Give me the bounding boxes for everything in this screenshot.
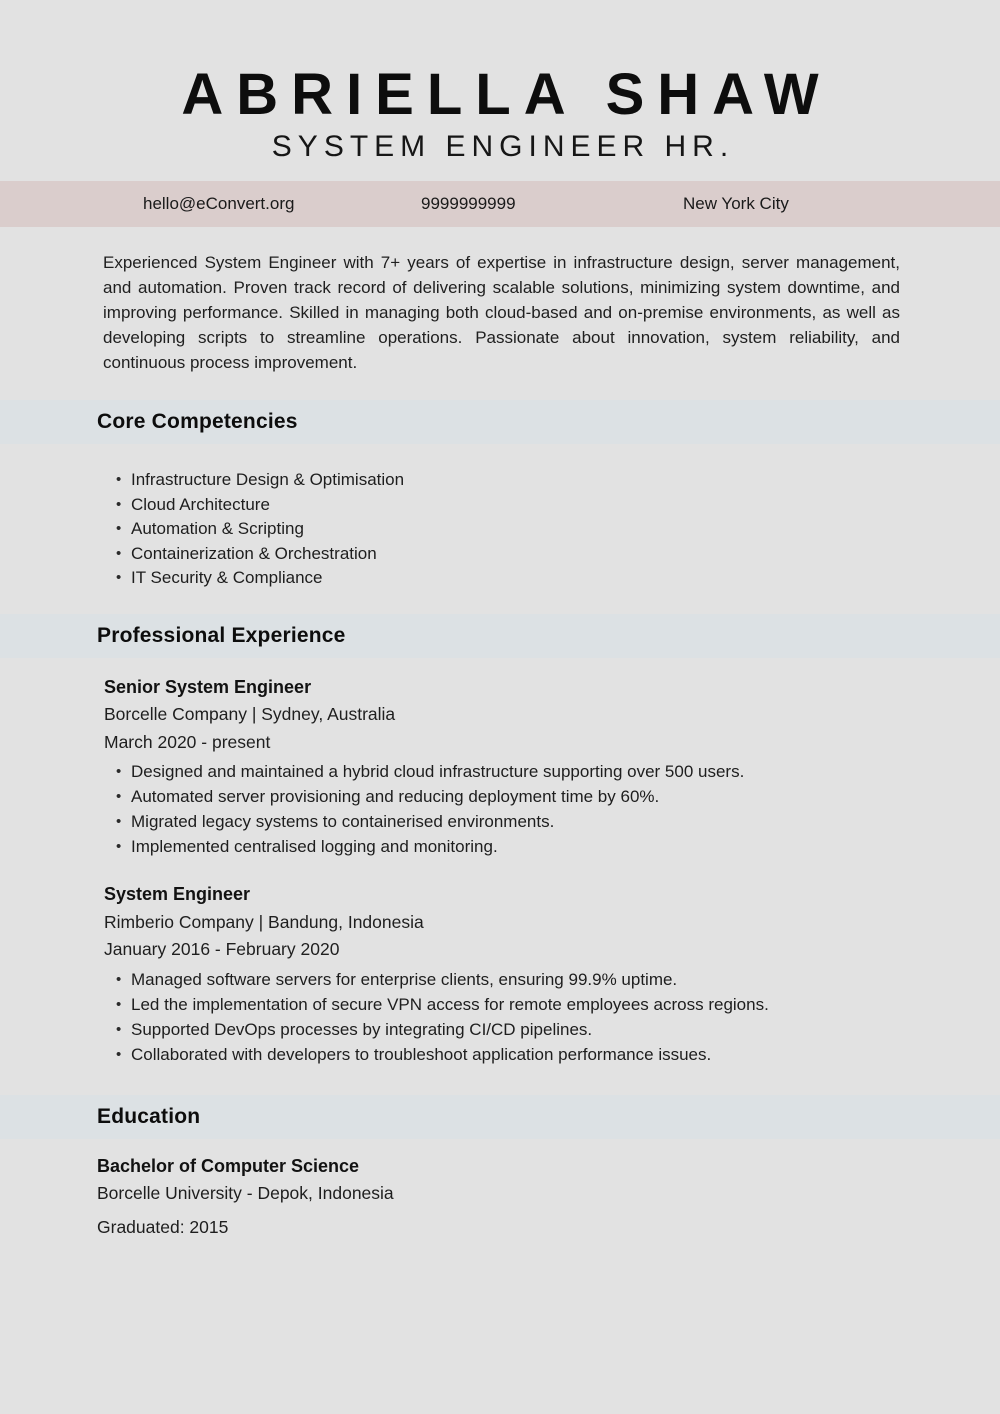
job-title: System Engineer — [104, 884, 251, 905]
job-bullet-list — [104, 759, 1000, 859]
summary-paragraph: Experienced System Engineer with 7+ years of expertise in infrastructure design, server management, and automation. Proven track record of delivering scalable solutions, minimizing system downtime, and improving performance. Skilled in managing both cloud-based and on-premise environments, as well as developing scripts to streamline operations. Passionate about innovation, system reliability, and continuous process improvement. — [103, 253, 900, 372]
education-graduated: Graduated: 2015 — [97, 1216, 229, 1237]
job-bullet: • Implemented centralised logging and monitoring. — [131, 834, 1000, 859]
job-entry-senior-system-engineer — [0, 674, 1000, 860]
job-bullet: • Collaborated with developers to troubleshoot application performance issues. — [131, 1042, 1000, 1067]
competency-item: • Automation & Scripting — [131, 517, 1000, 542]
contact-location: New York City — [683, 194, 789, 213]
section-band-experience — [0, 614, 1000, 658]
contact-bar — [0, 181, 1000, 227]
job-entry-system-engineer — [0, 881, 1000, 1067]
contact-phone: 9999999999 — [421, 194, 516, 213]
contact-email: hello@eConvert.org — [143, 194, 295, 213]
person-job-title: SYSTEM ENGINEER HR. — [271, 130, 735, 163]
section-band-competencies — [0, 400, 1000, 444]
job-bullet: • Automated server provisioning and reducing deployment time by 60%. — [131, 784, 1000, 809]
job-bullet-list — [104, 967, 1000, 1067]
job-title: Senior System Engineer — [104, 676, 312, 697]
competencies-list — [0, 468, 1000, 591]
job-bullet: • Led the implementation of secure VPN access for remote employees across regions. — [131, 992, 1000, 1017]
education-degree: Bachelor of Computer Science — [97, 1155, 360, 1176]
job-bullet: • Managed software servers for enterprise clients, ensuring 99.9% uptime. — [131, 967, 1000, 992]
section-heading-education: Education — [97, 1104, 201, 1128]
job-dates: March 2020 - present — [104, 731, 271, 752]
section-heading-experience: Professional Experience — [97, 623, 346, 647]
job-company: Rimberio Company | Bandung, Indonesia — [104, 911, 424, 932]
competency-item: • Cloud Architecture — [131, 493, 1000, 518]
section-band-education — [0, 1095, 1000, 1139]
job-bullet: • Designed and maintained a hybrid cloud infrastructure supporting over 500 users. — [131, 759, 1000, 784]
education-school: Borcelle University - Depok, Indonesia — [97, 1183, 394, 1204]
competency-item: • IT Security & Compliance — [131, 566, 1000, 591]
section-heading-competencies: Core Competencies — [97, 410, 298, 433]
competency-item: • Containerization & Orchestration — [131, 542, 1000, 567]
job-dates: January 2016 - February 2020 — [104, 939, 340, 960]
person-name: ABRIELLA SHAW — [181, 62, 832, 127]
education-entry — [0, 1153, 1000, 1242]
job-bullet: • Migrated legacy systems to containerised environments. — [131, 809, 1000, 834]
job-company: Borcelle Company | Sydney, Australia — [104, 704, 396, 725]
job-bullet: • Supported DevOps processes by integrating CI/CD pipelines. — [131, 1017, 1000, 1042]
competency-item: • Infrastructure Design & Optimisation — [131, 468, 1000, 493]
